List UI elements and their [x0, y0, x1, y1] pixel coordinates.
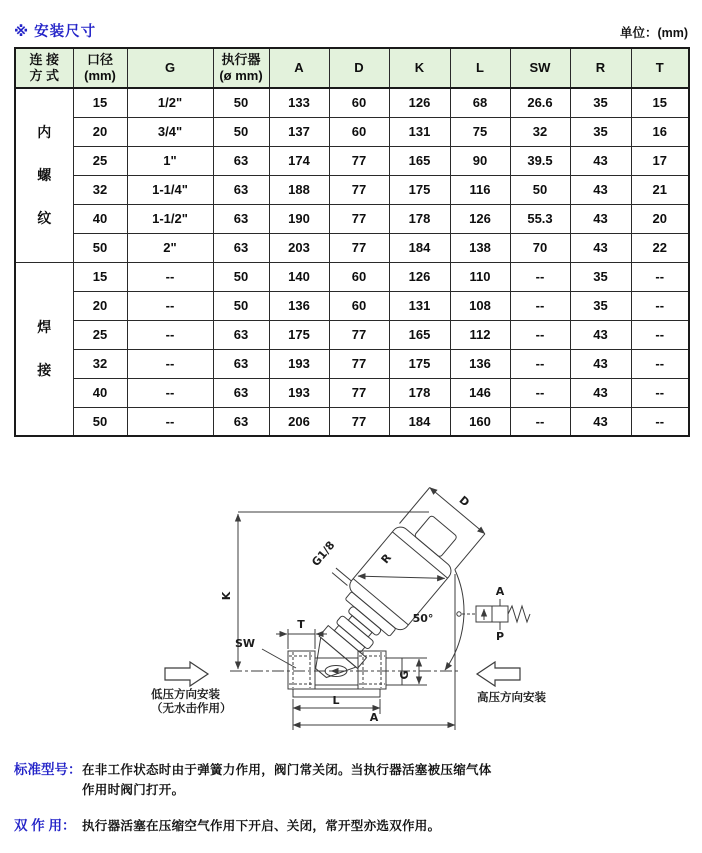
table-cell: 25	[73, 320, 127, 349]
table-cell: 68	[450, 88, 510, 117]
table-cell: 43	[570, 204, 631, 233]
table-cell: 15	[73, 262, 127, 291]
dim-label-k: K	[220, 591, 233, 601]
table-row	[15, 291, 689, 320]
dim-label-a: A	[369, 711, 379, 724]
low-pressure-direction-arrow	[165, 662, 208, 686]
table-cell: 32	[73, 349, 127, 378]
table-cell: 63	[213, 146, 269, 175]
table-cell: 43	[570, 233, 631, 262]
table-cell: 43	[570, 378, 631, 407]
dim-label-g18: G1/8	[309, 538, 338, 569]
table-cell: 40	[73, 204, 127, 233]
table-cell: 77	[329, 349, 389, 378]
table-cell: 43	[570, 349, 631, 378]
table-cell: 77	[329, 320, 389, 349]
table-cell: 108	[450, 291, 510, 320]
table-cell: 26.6	[510, 88, 570, 117]
port-label-p: P	[495, 630, 505, 643]
table-cell: --	[127, 349, 213, 378]
col-header-d: D	[329, 48, 389, 88]
col-header-k: K	[389, 48, 450, 88]
table-cell: 178	[389, 378, 450, 407]
table-cell: 15	[631, 88, 689, 117]
table-cell: --	[631, 349, 689, 378]
table-cell: 70	[510, 233, 570, 262]
note-label: 标准型号：	[14, 762, 82, 777]
dim-label-sw: SW	[235, 637, 256, 650]
table-cell: 35	[570, 262, 631, 291]
table-cell: 63	[213, 233, 269, 262]
table-cell: 32	[510, 117, 570, 146]
table-cell: --	[127, 320, 213, 349]
notes-section	[14, 760, 688, 837]
table-cell: 50	[213, 88, 269, 117]
valve-diagram	[0, 444, 702, 746]
table-cell: 77	[329, 146, 389, 175]
note-text: 在非工作状态时由于弹簧力作用，阀门常关闭。当执行器活塞被压缩气体 作用时阀门打开。	[82, 763, 492, 797]
table-cell: --	[127, 407, 213, 436]
table-cell: 136	[269, 291, 329, 320]
table-cell: 2"	[127, 233, 213, 262]
table-cell: 63	[213, 204, 269, 233]
dimensions-table-body	[15, 88, 689, 436]
group-label-welded: 焊 接	[15, 262, 73, 436]
table-cell: 146	[450, 378, 510, 407]
table-cell: 60	[329, 117, 389, 146]
table-cell: 175	[389, 349, 450, 378]
table-cell: 193	[269, 378, 329, 407]
note-label: 双 作 用：	[14, 818, 76, 833]
pneumatic-symbol	[457, 599, 530, 630]
col-header-connection: 连 接 方 式	[15, 48, 73, 88]
table-cell: 77	[329, 204, 389, 233]
table-cell: 77	[329, 233, 389, 262]
table-cell: 178	[389, 204, 450, 233]
table-cell: 35	[570, 291, 631, 320]
install-low-label: 低压方向安装	[151, 687, 220, 701]
dim-label-r: R	[378, 551, 395, 567]
table-cell: 50	[213, 291, 269, 320]
table-cell: 50	[213, 117, 269, 146]
table-cell: 77	[329, 175, 389, 204]
table-cell: 184	[389, 407, 450, 436]
page-title: ※ 安装尺寸	[14, 24, 97, 40]
port-label-a: A	[495, 585, 505, 598]
angle-label: 50°	[412, 612, 434, 625]
table-cell: 63	[213, 378, 269, 407]
table-cell: 110	[450, 262, 510, 291]
angle-arc	[445, 570, 464, 670]
table-cell: 1-1/2"	[127, 204, 213, 233]
valve-drawing	[140, 444, 700, 746]
table-row	[15, 407, 689, 436]
table-row	[15, 175, 689, 204]
dim-label-l: L	[332, 694, 340, 707]
table-row	[15, 117, 689, 146]
table-row	[15, 233, 689, 262]
table-cell: --	[127, 262, 213, 291]
table-cell: 43	[570, 320, 631, 349]
table-cell: 206	[269, 407, 329, 436]
col-header-bore: 口径 (mm)	[73, 48, 127, 88]
table-cell: 165	[389, 320, 450, 349]
table-cell: 77	[329, 378, 389, 407]
dimensions-table	[14, 47, 690, 437]
air-port-mark	[332, 573, 347, 586]
table-row	[15, 262, 689, 291]
table-cell: 60	[329, 262, 389, 291]
high-pressure-direction-arrow	[477, 662, 520, 686]
table-row	[15, 204, 689, 233]
col-header-g: G	[127, 48, 213, 88]
install-high-label: 高压方向安装	[477, 690, 546, 704]
table-cell: 3/4"	[127, 117, 213, 146]
table-row	[15, 320, 689, 349]
table-cell: 50	[73, 407, 127, 436]
table-cell: 160	[450, 407, 510, 436]
table-cell: 126	[389, 88, 450, 117]
table-cell: 1-1/4"	[127, 175, 213, 204]
table-cell: 116	[450, 175, 510, 204]
group-label-internal-thread: 内 螺 纹	[15, 88, 73, 262]
table-cell: 50	[213, 262, 269, 291]
table-cell: --	[510, 291, 570, 320]
note-standard-model	[14, 760, 688, 800]
dim-label-g: G	[398, 670, 411, 680]
table-row	[15, 88, 689, 117]
col-header-sw: SW	[510, 48, 570, 88]
table-cell: 75	[450, 117, 510, 146]
table-cell: 188	[269, 175, 329, 204]
table-cell: 32	[73, 175, 127, 204]
table-cell: 203	[269, 233, 329, 262]
table-cell: 184	[389, 233, 450, 262]
table-cell: --	[631, 320, 689, 349]
unit-label: 单位：(mm)	[619, 26, 688, 40]
table-cell: --	[510, 378, 570, 407]
table-cell: 1/2"	[127, 88, 213, 117]
table-cell: 190	[269, 204, 329, 233]
actuator-cap	[414, 515, 457, 558]
note-double-acting	[14, 816, 688, 837]
table-cell: 175	[389, 175, 450, 204]
table-cell: 50	[510, 175, 570, 204]
table-cell: --	[510, 407, 570, 436]
col-header-a: A	[269, 48, 329, 88]
table-cell: 17	[631, 146, 689, 175]
col-header-r: R	[570, 48, 631, 88]
table-cell: 63	[213, 407, 269, 436]
table-cell: 43	[570, 407, 631, 436]
table-cell: 40	[73, 378, 127, 407]
table-cell: 16	[631, 117, 689, 146]
table-cell: 126	[389, 262, 450, 291]
table-cell: 90	[450, 146, 510, 175]
table-cell: --	[510, 262, 570, 291]
table-cell: 20	[73, 291, 127, 320]
table-cell: 43	[570, 175, 631, 204]
table-header-row	[15, 48, 689, 88]
table-cell: 15	[73, 88, 127, 117]
table-cell: --	[631, 291, 689, 320]
table-cell: 60	[329, 88, 389, 117]
table-cell: 174	[269, 146, 329, 175]
table-cell: 63	[213, 349, 269, 378]
table-cell: 25	[73, 146, 127, 175]
table-cell: 77	[329, 407, 389, 436]
table-cell: 20	[631, 204, 689, 233]
table-cell: 39.5	[510, 146, 570, 175]
table-cell: 126	[450, 204, 510, 233]
table-cell: 22	[631, 233, 689, 262]
table-row	[15, 349, 689, 378]
table-cell: --	[631, 407, 689, 436]
table-row	[15, 378, 689, 407]
table-cell: 35	[570, 88, 631, 117]
table-cell: 175	[269, 320, 329, 349]
top-bar	[0, 0, 702, 47]
dim-label-t: T	[297, 618, 305, 631]
table-cell: 112	[450, 320, 510, 349]
table-cell: --	[510, 349, 570, 378]
table-cell: 20	[73, 117, 127, 146]
sw-leader-line	[262, 649, 296, 668]
table-cell: 55.3	[510, 204, 570, 233]
table-cell: 21	[631, 175, 689, 204]
table-cell: 133	[269, 88, 329, 117]
table-cell: 50	[73, 233, 127, 262]
col-header-l: L	[450, 48, 510, 88]
col-header-actuator: 执行器 (ø mm)	[213, 48, 269, 88]
note-text: 执行器活塞在压缩空气作用下开启、关闭，常开型亦选双作用。	[82, 819, 441, 833]
table-cell: 136	[450, 349, 510, 378]
table-cell: 193	[269, 349, 329, 378]
table-cell: --	[510, 320, 570, 349]
table-cell: 165	[389, 146, 450, 175]
table-cell: 1"	[127, 146, 213, 175]
table-cell: 137	[269, 117, 329, 146]
table-cell: --	[631, 378, 689, 407]
actuator	[278, 490, 472, 696]
dim-label-d: D	[456, 493, 472, 510]
col-header-t: T	[631, 48, 689, 88]
table-row	[15, 146, 689, 175]
table-cell: 43	[570, 146, 631, 175]
table-cell: --	[631, 262, 689, 291]
table-cell: 131	[389, 291, 450, 320]
table-cell: --	[127, 291, 213, 320]
table-cell: 140	[269, 262, 329, 291]
table-cell: 63	[213, 175, 269, 204]
table-cell: 131	[389, 117, 450, 146]
table-cell: 60	[329, 291, 389, 320]
spring-symbol	[508, 606, 530, 622]
table-cell: 35	[570, 117, 631, 146]
table-cell: 63	[213, 320, 269, 349]
table-cell: 138	[450, 233, 510, 262]
table-cell: --	[127, 378, 213, 407]
install-low-note: （无水击作用）	[151, 701, 232, 715]
